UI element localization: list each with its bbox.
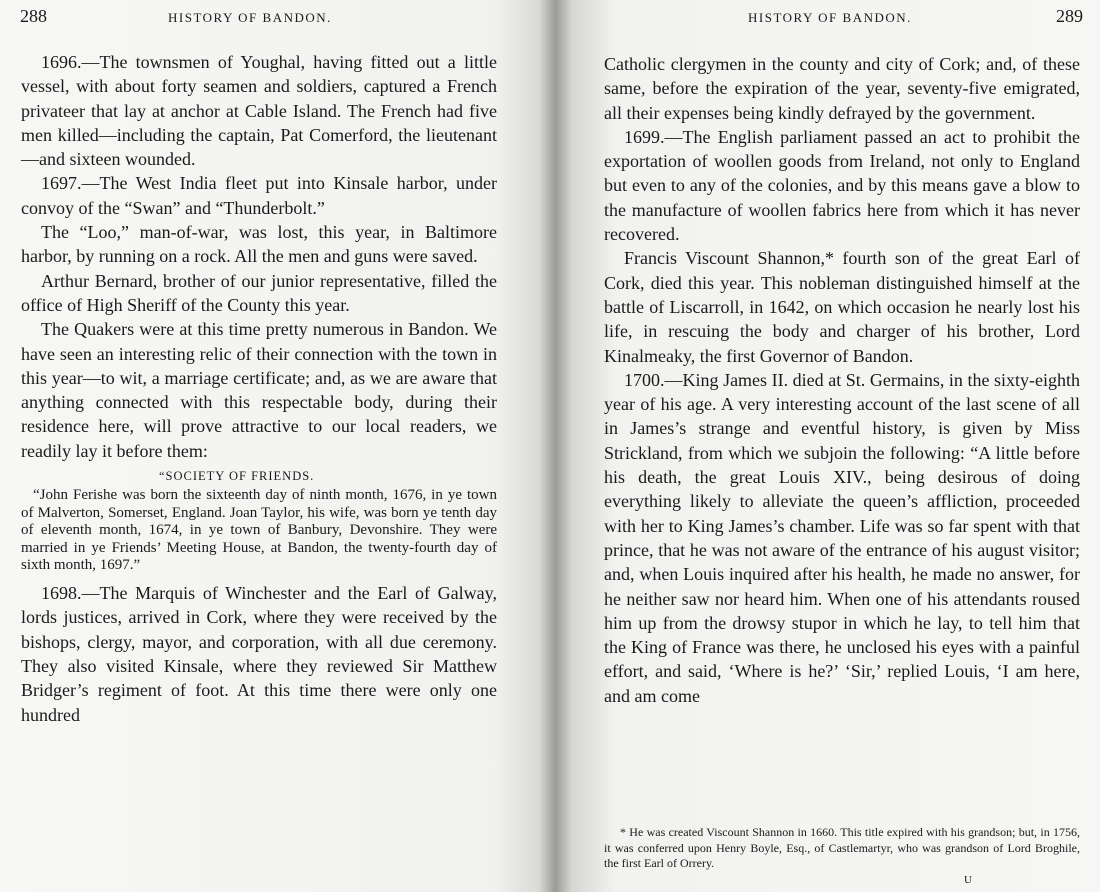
paragraph: Arthur Bernard, brother of our junior representative, filled the office of High Sheriff of the County this year. [21, 270, 497, 315]
right-page [556, 0, 1100, 892]
paragraph: The Quakers were at this time pretty numerous in Bandon. We have seen an interesting relic of their connection with the town in this year—to wit, a marriage certificate; and, as we are aware that anything connected with this respectable body, during their residence here, will prove attractive to our local readers, we readily lay it before them: [21, 319, 497, 461]
running-head: HISTORY OF BANDON. [168, 10, 332, 25]
quote-heading: “SOCIETY OF FRIENDS. [159, 469, 315, 484]
continued-paragraph: Catholic clergymen in the county and city of Cork; and, of these same, before the expiration of the year, seventy-five emigrated, all their expenses being kindly defrayed by the government. [604, 54, 1080, 123]
paragraph: 1696.—The townsmen of Youghal, having fitted out a little vessel, with about forty seamen and soldiers, captured a French privateer that lay at anchor at Cable Island. The French had five men killed—including the captain, Pat Comerford, the lieutenant—and sixteen wounded. [21, 52, 497, 170]
footnote-text: * He was created Viscount Shannon in 1660. This title expired with his grandson; but, in 1756, it was conferred upon Henry Boyle, Esq., of Castlemartyr, who was grandson of Lord Broghile, the first Earl of Orrery. [604, 825, 1080, 870]
signature-mark: U [964, 874, 972, 886]
paragraph: 1700.—King James II. died at St. Germains, in the sixty-eighth year of his age. A very interesting account of the last scene of all in James’s strange and eventful history, is given by Miss Strickland, from which we subjoin the following: “A little before his death, the great Louis XIV., being desirous of doing everything likely to alleviate the queen’s affliction, proceeded with her to King James’s chamber. Life was so far spent with that prince, that he was not aware of the entrance of his august visitor; and, when Louis inquired after his health, he made no answer, for he neither saw nor heard him. When one of his attendants roused him up from the drowsy stupor in which he lay, to tell him that the King of France was there, he unclosed his eyes with a painful effort, and said, ‘Where is he?’ ‘Sir,’ replied Louis, ‘I am here, and am come [604, 369, 1080, 706]
paragraph: 1698.—The Marquis of Winchester and the Earl of Galway, lords justices, arrived in Cork, where they were received by the bishops, clergy, mayor, and corporation, with all due ceremony. They also visited Kinsale, where they reviewed Sir Matthew Bridger’s regiment of foot. At this time there were only one hundred [21, 583, 497, 725]
footnote [604, 825, 1080, 872]
page-number: 288 [20, 6, 47, 26]
marriage-certificate-quote: “John Ferishe was born the sixteenth day of ninth month, 1676, in ye town of Malverton, Somerset, England. Joan Taylor, his wife, was born ye tenth day of eleventh month, 1674, in ye town of Banbury, Devonshire. They were married in ye Friends’ Meeting House, at Bandon, the twenty-fourth day of sixth month, 1697.” [21, 487, 497, 574]
paragraph: 1697.—The West India fleet put into Kinsale harbor, under convoy of the “Swan” and “Thunderbolt.” [21, 173, 497, 218]
paragraph: The “Loo,” man-of-war, was lost, this year, in Baltimore harbor, by running on a rock. All the men and guns were saved. [21, 222, 497, 267]
left-page [0, 0, 540, 892]
paragraph: Francis Viscount Shannon,* fourth son of the great Earl of Cork, died this year. This nobleman distinguished himself at the battle of Liscarroll, in 1642, on which occasion he nearly lost his life, in rescuing the body and charger of his brother, Lord Kinalmeaky, the first Governor of Bandon. [604, 248, 1080, 366]
left-page-body [21, 50, 497, 727]
right-page-body [604, 52, 1080, 708]
running-head: HISTORY OF BANDON. [748, 10, 912, 25]
paragraph: 1699.—The English parliament passed an act to prohibit the exportation of woollen goods from Ireland, not only to England but even to any of the colonies, and by this means gave a blow to the manufacture of woollen fabrics here from which it has never recovered. [604, 126, 1080, 245]
page-number: 289 [1056, 6, 1083, 26]
